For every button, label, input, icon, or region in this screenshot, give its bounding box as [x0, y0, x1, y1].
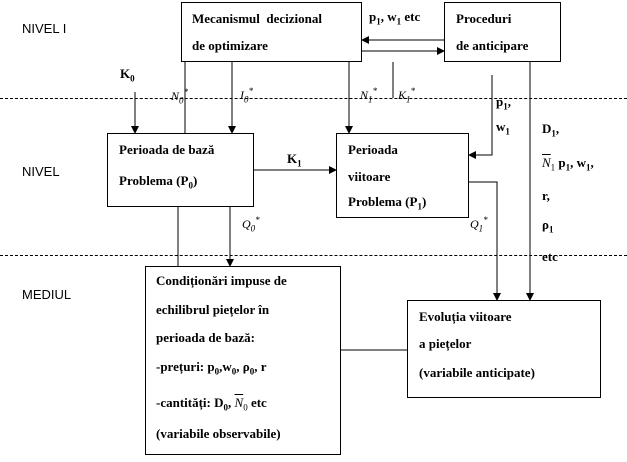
perioada-viitoare-line3: Problema $(P_1)$: [348, 194, 427, 212]
perioada-viitoare-line1: Perioada: [348, 142, 398, 157]
label-right-p1: $p_1$,: [496, 94, 511, 112]
label-right-w1: $w_1$: [496, 119, 510, 137]
box-proceduri-anticipare: [444, 2, 561, 62]
conditionari-line2: echilibrul piețelor în: [156, 302, 270, 317]
label-q1-star: $Q_1^*$: [470, 215, 488, 234]
level-label-mediul: MEDIUL: [22, 287, 72, 302]
label-i0-star: $I_0^*$: [240, 86, 253, 105]
arrow-p1w1: [469, 75, 492, 155]
label-n1-star: $N_1^*$: [360, 86, 378, 105]
evolutia-line3: (variabile anticipate): [419, 365, 535, 380]
label-k1: $K_1$: [287, 151, 302, 169]
perioada-baza-line2: Problema $(P_0)$: [119, 173, 198, 191]
label-k0: $K_0$: [120, 66, 135, 84]
box-perioada-de-baza: [107, 133, 254, 207]
label-rho1: $\rho_1$: [542, 217, 554, 235]
conditionari-line1: Condiționări impuse de: [156, 273, 287, 288]
conditionari-line3: perioada de bază:: [156, 330, 255, 345]
level-label-nivel-1: NIVEL I: [22, 21, 67, 36]
level-label-nivel: NIVEL: [22, 164, 60, 179]
label-q0-star: $Q_0^*$: [242, 215, 260, 234]
mecanism-line2: de optimizare: [192, 38, 268, 53]
label-d1: $D_1$,: [542, 121, 560, 139]
label-n1-bar-p1-w1: $\overline{N}_1$ $p_1$, $w_1$,: [542, 155, 594, 173]
perioada-viitoare-line2: viitoare: [348, 169, 391, 184]
box-mecanism-decizional: [181, 2, 362, 62]
evolutia-line2: a piețelor: [419, 336, 472, 351]
conditionari-line4: -prețuri: $p_0,w_0$, $\rho_0$, r: [156, 359, 267, 377]
box-conditionari: [145, 266, 341, 455]
label-etc: etc: [542, 249, 558, 264]
mecanism-line1: Mecanismul decizional: [192, 11, 322, 26]
box-evolutia-viitoare: [407, 300, 601, 398]
perioada-baza-line1: Perioada de bază: [119, 142, 215, 157]
conditionari-line5: -cantități: $D_0$, $\overline{N}_0$ etc: [156, 395, 267, 413]
label-p1-w1-etc: $p_1$, $w_1$ etc: [369, 9, 421, 27]
label-r: r,: [542, 188, 550, 203]
evolutia-line1: Evoluția viitoare: [419, 309, 512, 324]
conditionari-line6: (variabile observabile): [156, 426, 281, 441]
label-n0-star: $N_0^*$: [171, 87, 189, 106]
label-k1-star: $K_1^*$: [398, 86, 416, 105]
arrow-q1: [469, 182, 497, 300]
box-perioada-viitoare: [336, 133, 469, 218]
proceduri-line2: de anticipare: [456, 38, 529, 53]
proceduri-line1: Proceduri: [456, 11, 512, 26]
